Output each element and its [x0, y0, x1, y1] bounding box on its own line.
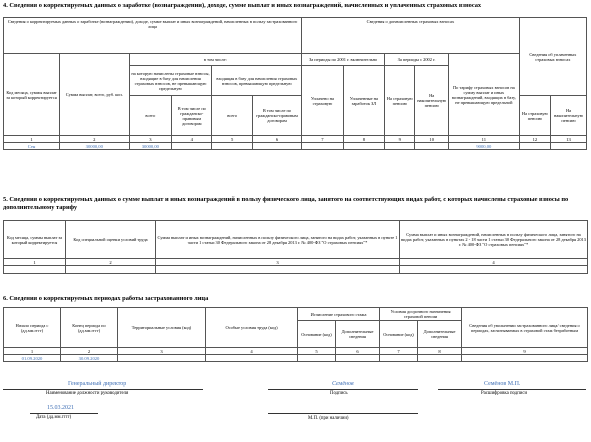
section5-num-2: 2 — [66, 259, 156, 266]
section4-row-tariff: 9000,00 — [449, 143, 520, 150]
section5-col3: Сумма выплат и иных вознаграждений, начисленных в пользу физического лица, занятого на видах работ, указанных в пункте 1 части 1 статьи 30 Федерального закона от 28 декабря 2013 г. № 400-ФЗ "О страховых пенсиях"* — [156, 221, 400, 259]
section5-col1: Код месяца, суммы выплат за который корректируется — [4, 221, 66, 259]
date-underline — [30, 413, 98, 414]
section4-num-13: 13 — [551, 136, 587, 143]
section4-col-ins2: На страховую пенсию — [519, 96, 550, 136]
table-row — [4, 266, 588, 274]
section4-num-4: 4 — [172, 136, 212, 143]
section4-col-tariff: По тарифу страховых взносов на сумму выплат и иных вознаграждений, входящих в базу, не превышающую предельной — [449, 54, 520, 136]
signature-position-value: Генеральный директор — [68, 381, 127, 387]
section5-col4: Сумма выплат и иных вознаграждений, начисленных в пользу физического лица, занятого на видах работ, указанных в пунктах 2 - 18 части 1 статьи 30 Федерального закона от 28 декабря 2013 г. № 400-ФЗ "О страховых пенсиях"* — [400, 221, 588, 259]
section6-col-special: Особые условия труда (код) — [206, 308, 298, 348]
section5-num-1: 1 — [4, 259, 66, 266]
table-row — [4, 143, 587, 150]
section4-period-from2002: За периоды с 2002 г. — [385, 54, 449, 66]
position-underline — [3, 389, 203, 390]
section4-col-paid-zl: Уплаченные на заработок ЗЛ — [343, 66, 384, 136]
section6-num-3: 3 — [118, 348, 206, 355]
section4-num-3: 3 — [129, 136, 172, 143]
section6-num-9: 9 — [462, 348, 588, 355]
section4-num-5: 5 — [212, 136, 252, 143]
section4-sub-over: входящая в базу для начисления страховых взносов, превышающую предельную — [212, 66, 302, 96]
section4-col-civil-a: В том числе по гражданско-правовым договорам — [172, 96, 212, 136]
table-row — [4, 355, 588, 362]
section4-col-total: Сумма выплат, всего, руб. коп. — [60, 54, 130, 136]
section6-num-4: 4 — [206, 348, 298, 355]
section4-num-12: 12 — [519, 136, 550, 143]
section4-col-fund: На накопительную пенсию — [415, 66, 449, 136]
section6-row-end: 30.09.2020 — [61, 355, 118, 362]
section4-col-fund2: На накопительную пенсию — [551, 96, 587, 136]
section4-col-civil-b: В том числе по гражданско-правовым договорам — [252, 96, 301, 136]
section4-num-1: 1 — [4, 136, 60, 143]
section6-group-stazh: Исчисление страхового стажа — [298, 308, 380, 321]
section4-sub-limit: на которую начислены страховые взносы, входящие в базу для начисления страховых взносов, не превышающую предельную — [129, 66, 212, 96]
section4-col-total2-a: всего — [129, 96, 172, 136]
section5-title: 5. Сведения о корректируемых данных о сумме выплат и иных вознаграждений в пользу физического лица, занятого на соответствующих видах работ, с которых начислены страховые взносы по дополнительному тарифу — [3, 196, 569, 211]
section4-in-that: в том числе: — [129, 54, 302, 66]
section4-col-ins: На страховую пенсию — [385, 66, 415, 136]
section4-col-insurance-paid: Уплачено на страховую — [302, 66, 343, 136]
section6-col-territory: Территориальные условия (код) — [118, 308, 206, 348]
signature-stamp-label: М.П. (при наличии) — [308, 416, 349, 421]
section5-col2: Код специальной оценки условий труда — [66, 221, 156, 259]
name-underline — [438, 389, 586, 390]
section6-col-start: Начало периода с (дд.мм.гггг) — [4, 308, 61, 348]
signature-date-label: Дата (дд.мм.гггг) — [36, 415, 72, 420]
section6-num-5: 5 — [298, 348, 336, 355]
section4-num-8: 8 — [343, 136, 384, 143]
section4-num-6: 6 — [252, 136, 301, 143]
section6-col-dismissal: Сведения об увольнении застрахованного лица/ сведения о периодах, засчитываемых в страховой стаж безработным — [462, 308, 588, 348]
signature-position-label: Наименование должности руководителя — [46, 391, 129, 396]
section6-num-7: 7 — [380, 348, 418, 355]
section4-num-10: 10 — [415, 136, 449, 143]
section6-col-basis2: Основание (код) — [380, 321, 418, 348]
section6-col-extra2: Дополнительные сведения — [418, 321, 462, 348]
section4-group-paid: Сведения об уплаченных страховых взносах — [519, 18, 586, 96]
section4-table — [3, 17, 587, 150]
section6-row-start: 01.09.2020 — [4, 355, 61, 362]
section4-row-limit-total: 30000,00 — [129, 143, 172, 150]
section6-num-6: 6 — [336, 348, 380, 355]
section4-group-accrued: Сведения о доначисленных страховых взносах — [302, 18, 520, 54]
section4-num-9: 9 — [385, 136, 415, 143]
section6-num-1: 1 — [4, 348, 61, 355]
signature-name-label: Расшифровка подписи — [481, 391, 528, 396]
section4-col-month: Код месяца, суммы выплат за который корректируется — [4, 54, 60, 136]
section6-title: 6. Сведения о корректируемых периодах работы застрахованного лица — [3, 295, 209, 302]
stamp-underline — [268, 413, 418, 414]
section4-row-total: 30000,00 — [60, 143, 130, 150]
section4-group-earnings: Сведения о корректируемых данных о заработке (вознаграждении), доходе, сумме выплат и иных вознаграждений, начисленных в пользу застрахованного лица — [4, 18, 302, 54]
section4-num-2: 2 — [60, 136, 130, 143]
section4-num-11: 11 — [449, 136, 520, 143]
signature-underline — [268, 389, 418, 390]
section4-row-month: Сен — [4, 143, 60, 150]
signature-date-value: 15.03.2021 — [47, 405, 74, 411]
section4-period-to2001: За периоды по 2001 г. включительно — [302, 54, 385, 66]
signature-value: Семёнов — [332, 381, 354, 387]
signature-name-value: Семёнов М.П. — [484, 381, 521, 387]
section6-num-8: 8 — [418, 348, 462, 355]
section4-num-7: 7 — [302, 136, 343, 143]
section4-col-total2-b: всего — [212, 96, 252, 136]
section6-col-basis: Основание (код) — [298, 321, 336, 348]
section6-col-end: Конец периода по (дд.мм.гггг) — [61, 308, 118, 348]
section5-table — [3, 220, 588, 274]
section6-table — [3, 307, 588, 362]
section5-num-4: 4 — [400, 259, 588, 266]
section6-num-2: 2 — [61, 348, 118, 355]
section6-col-extra: Дополнительные сведения — [336, 321, 380, 348]
section5-num-3: 3 — [156, 259, 400, 266]
section6-group-early: Условия досрочного назначения страховой пенсии — [380, 308, 462, 321]
signature-label: Подпись — [330, 391, 348, 396]
section4-title: 4. Сведения о корректируемых данных о заработке (вознаграждении), доходе, сумме выплат и иных вознаграждений, начисленных и уплаченных страховых взносах — [3, 2, 482, 9]
